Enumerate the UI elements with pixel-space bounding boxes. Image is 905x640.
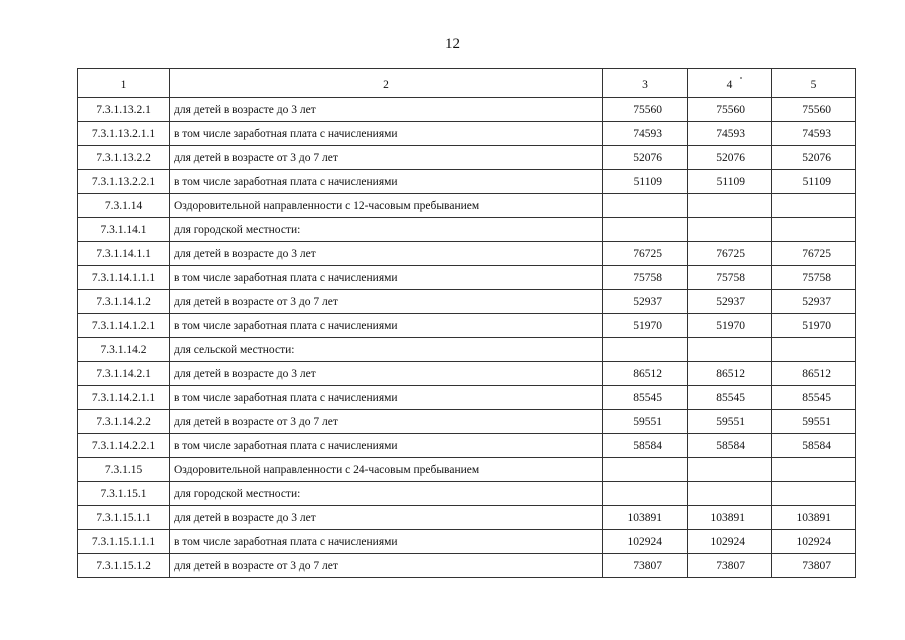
- row-description: в том числе заработная плата с начислениями: [170, 122, 603, 146]
- row-code: 7.3.1.13.2.1: [78, 98, 170, 122]
- row-value-col5: 52076: [772, 146, 856, 170]
- row-description: для детей в возрасте до 3 лет: [170, 506, 603, 530]
- row-value-col5: [772, 458, 856, 482]
- table-row: [78, 218, 856, 242]
- row-value-col4: 102924: [688, 530, 772, 554]
- row-value-col3: [603, 194, 688, 218]
- row-value-col4: 59551: [688, 410, 772, 434]
- row-value-col3: 59551: [603, 410, 688, 434]
- row-value-col5: 102924: [772, 530, 856, 554]
- table-row: [78, 458, 856, 482]
- row-value-col4: 52076: [688, 146, 772, 170]
- row-code: 7.3.1.14.1.1: [78, 242, 170, 266]
- table-row: [78, 554, 856, 578]
- row-description: для детей в возрасте от 3 до 7 лет: [170, 554, 603, 578]
- row-description: в том числе заработная плата с начислениями: [170, 170, 603, 194]
- row-value-col3: 76725: [603, 242, 688, 266]
- row-value-col3: 86512: [603, 362, 688, 386]
- row-code: 7.3.1.15.1.2: [78, 554, 170, 578]
- row-value-col3: [603, 458, 688, 482]
- row-description: в том числе заработная плата с начислениями: [170, 386, 603, 410]
- row-value-col5: 75758: [772, 266, 856, 290]
- row-value-col3: 51970: [603, 314, 688, 338]
- row-value-col5: 59551: [772, 410, 856, 434]
- row-value-col4: 73807: [688, 554, 772, 578]
- row-description: для детей в возрасте от 3 до 7 лет: [170, 410, 603, 434]
- column-header-3: 3: [603, 69, 688, 98]
- table-row: [78, 242, 856, 266]
- row-value-col5: 103891: [772, 506, 856, 530]
- row-description: для городской местности:: [170, 218, 603, 242]
- table-row: [78, 362, 856, 386]
- row-value-col4: 75560: [688, 98, 772, 122]
- table-row: [78, 266, 856, 290]
- row-value-col4: [688, 482, 772, 506]
- row-value-col3: 75758: [603, 266, 688, 290]
- row-value-col3: 85545: [603, 386, 688, 410]
- row-code: 7.3.1.15.1.1: [78, 506, 170, 530]
- row-description: для городской местности:: [170, 482, 603, 506]
- table-row: [78, 290, 856, 314]
- table-row: [78, 98, 856, 122]
- row-value-col5: 52937: [772, 290, 856, 314]
- row-code: 7.3.1.14.1: [78, 218, 170, 242]
- table-row: [78, 170, 856, 194]
- row-value-col5: 51109: [772, 170, 856, 194]
- row-code: 7.3.1.13.2.2: [78, 146, 170, 170]
- row-value-col3: 75560: [603, 98, 688, 122]
- table-row: [78, 314, 856, 338]
- page-number: 12: [445, 36, 460, 52]
- row-description: для детей в возрасте до 3 лет: [170, 98, 603, 122]
- row-description: для детей в возрасте от 3 до 7 лет: [170, 146, 603, 170]
- column-header-4: [688, 69, 772, 98]
- row-value-col4: [688, 194, 772, 218]
- column-header-5: 5: [772, 69, 856, 98]
- row-value-col4: 75758: [688, 266, 772, 290]
- row-description: Оздоровительной направленности с 12-часовым пребыванием: [170, 194, 603, 218]
- table-row: [78, 410, 856, 434]
- row-description: для детей в возрасте от 3 до 7 лет: [170, 290, 603, 314]
- table-row: [78, 338, 856, 362]
- row-code: 7.3.1.14.2: [78, 338, 170, 362]
- row-value-col5: 58584: [772, 434, 856, 458]
- row-description: для детей в возрасте до 3 лет: [170, 362, 603, 386]
- row-value-col4: 85545: [688, 386, 772, 410]
- row-value-col5: 73807: [772, 554, 856, 578]
- row-description: в том числе заработная плата с начислениями: [170, 266, 603, 290]
- row-description: в том числе заработная плата с начислениями: [170, 530, 603, 554]
- row-value-col5: 86512: [772, 362, 856, 386]
- row-code: 7.3.1.14.1.2.1: [78, 314, 170, 338]
- row-code: 7.3.1.15: [78, 458, 170, 482]
- row-code: 7.3.1.14.1.2: [78, 290, 170, 314]
- tariff-table: [77, 68, 856, 578]
- table-row: [78, 122, 856, 146]
- row-code: 7.3.1.14.1.1.1: [78, 266, 170, 290]
- row-description: для детей в возрасте до 3 лет: [170, 242, 603, 266]
- column-header-2: 2: [170, 69, 603, 98]
- row-value-col5: [772, 194, 856, 218]
- table-row: [78, 194, 856, 218]
- row-value-col4: 103891: [688, 506, 772, 530]
- row-code: 7.3.1.14.2.1.1: [78, 386, 170, 410]
- row-value-col3: [603, 218, 688, 242]
- row-value-col3: 52937: [603, 290, 688, 314]
- row-value-col4: [688, 218, 772, 242]
- row-value-col3: [603, 482, 688, 506]
- row-value-col3: [603, 338, 688, 362]
- row-value-col5: [772, 338, 856, 362]
- row-description: Оздоровительной направленности с 24-часовым пребыванием: [170, 458, 603, 482]
- row-value-col3: 102924: [603, 530, 688, 554]
- row-value-col3: 52076: [603, 146, 688, 170]
- row-value-col4: [688, 338, 772, 362]
- row-description: для сельской местности:: [170, 338, 603, 362]
- row-value-col5: 74593: [772, 122, 856, 146]
- row-code: 7.3.1.14: [78, 194, 170, 218]
- row-value-col5: 51970: [772, 314, 856, 338]
- table-body: [78, 98, 856, 578]
- row-description: в том числе заработная плата с начислениями: [170, 314, 603, 338]
- row-value-col5: [772, 218, 856, 242]
- row-code: 7.3.1.13.2.1.1: [78, 122, 170, 146]
- table-row: [78, 530, 856, 554]
- row-value-col4: 74593: [688, 122, 772, 146]
- row-value-col4: 86512: [688, 362, 772, 386]
- row-value-col4: 51970: [688, 314, 772, 338]
- row-code: 7.3.1.15.1: [78, 482, 170, 506]
- row-code: 7.3.1.13.2.2.1: [78, 170, 170, 194]
- column-header-1: 1: [78, 69, 170, 98]
- row-value-col4: [688, 458, 772, 482]
- column-header-4-label: 4: [726, 79, 733, 91]
- row-value-col3: 74593: [603, 122, 688, 146]
- row-value-col4: 51109: [688, 170, 772, 194]
- row-value-col3: 51109: [603, 170, 688, 194]
- row-code: 7.3.1.14.2.2: [78, 410, 170, 434]
- table-header-row: [78, 69, 856, 98]
- row-code: 7.3.1.14.2.1: [78, 362, 170, 386]
- row-value-col3: 73807: [603, 554, 688, 578]
- row-value-col3: 103891: [603, 506, 688, 530]
- row-value-col5: 75560: [772, 98, 856, 122]
- row-code: 7.3.1.14.2.2.1: [78, 434, 170, 458]
- row-value-col3: 58584: [603, 434, 688, 458]
- row-value-col4: 58584: [688, 434, 772, 458]
- table-row: [78, 506, 856, 530]
- table-row: [78, 146, 856, 170]
- row-description: в том числе заработная плата с начислениями: [170, 434, 603, 458]
- row-value-col5: [772, 482, 856, 506]
- table-row: [78, 482, 856, 506]
- table-row: [78, 386, 856, 410]
- row-value-col4: 76725: [688, 242, 772, 266]
- row-value-col4: 52937: [688, 290, 772, 314]
- table-row: [78, 434, 856, 458]
- row-code: 7.3.1.15.1.1.1: [78, 530, 170, 554]
- row-value-col5: 76725: [772, 242, 856, 266]
- row-value-col5: 85545: [772, 386, 856, 410]
